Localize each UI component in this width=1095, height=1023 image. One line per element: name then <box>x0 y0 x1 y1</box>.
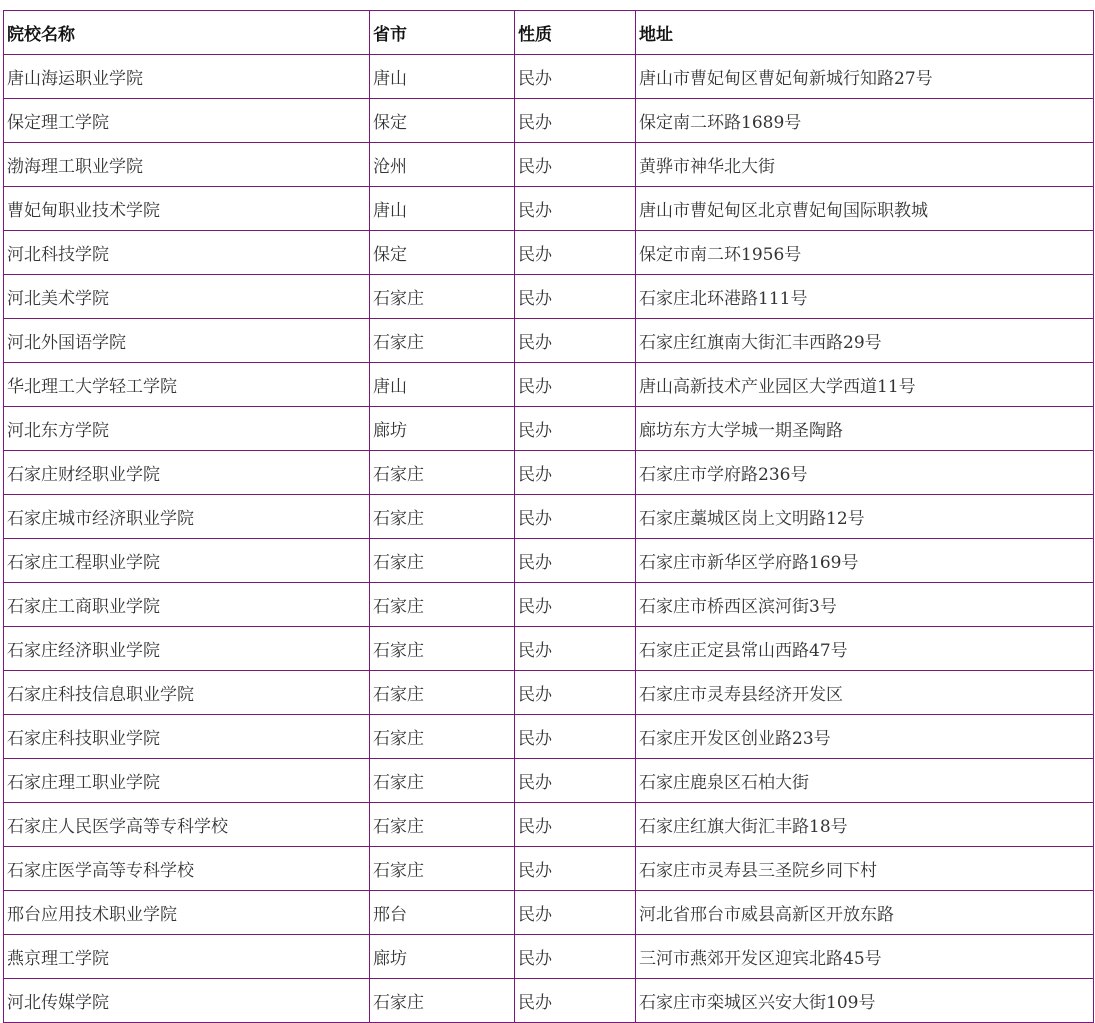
cell-type: 民办 <box>515 99 636 143</box>
cell-city: 唐山 <box>370 55 515 99</box>
cell-city: 保定 <box>370 99 515 143</box>
cell-type: 民办 <box>515 803 636 847</box>
cell-city: 唐山 <box>370 363 515 407</box>
cell-school-name: 曹妃甸职业技术学院 <box>4 187 370 231</box>
cell-address: 石家庄市灵寿县三圣院乡同下村 <box>636 847 1094 891</box>
cell-type: 民办 <box>515 495 636 539</box>
header-school-name: 院校名称 <box>4 11 370 55</box>
cell-school-name: 华北理工大学轻工学院 <box>4 363 370 407</box>
cell-address: 廊坊东方大学城一期圣陶路 <box>636 407 1094 451</box>
table-row <box>4 495 1094 539</box>
cell-address: 保定市南二环1956号 <box>636 231 1094 275</box>
cell-school-name: 石家庄工程职业学院 <box>4 539 370 583</box>
cell-city: 石家庄 <box>370 847 515 891</box>
cell-school-name: 保定理工学院 <box>4 99 370 143</box>
cell-school-name: 河北美术学院 <box>4 275 370 319</box>
cell-city: 石家庄 <box>370 671 515 715</box>
cell-address: 唐山市曹妃甸区曹妃甸新城行知路27号 <box>636 55 1094 99</box>
cell-school-name: 河北传媒学院 <box>4 979 370 1023</box>
cell-address: 保定南二环路1689号 <box>636 99 1094 143</box>
table-row <box>4 187 1094 231</box>
table-row <box>4 979 1094 1023</box>
cell-type: 民办 <box>515 187 636 231</box>
cell-city: 石家庄 <box>370 979 515 1023</box>
cell-address: 三河市燕郊开发区迎宾北路45号 <box>636 935 1094 979</box>
cell-type: 民办 <box>515 759 636 803</box>
cell-school-name: 石家庄经济职业学院 <box>4 627 370 671</box>
table-row <box>4 803 1094 847</box>
cell-city: 廊坊 <box>370 935 515 979</box>
cell-address: 石家庄正定县常山西路47号 <box>636 627 1094 671</box>
table-row <box>4 451 1094 495</box>
cell-type: 民办 <box>515 627 636 671</box>
cell-type: 民办 <box>515 847 636 891</box>
table-row <box>4 627 1094 671</box>
cell-address: 石家庄红旗大街汇丰路18号 <box>636 803 1094 847</box>
cell-school-name: 石家庄人民医学高等专科学校 <box>4 803 370 847</box>
cell-school-name: 石家庄科技职业学院 <box>4 715 370 759</box>
table-row <box>4 891 1094 935</box>
cell-school-name: 邢台应用技术职业学院 <box>4 891 370 935</box>
table-row <box>4 935 1094 979</box>
cell-type: 民办 <box>515 55 636 99</box>
table-row <box>4 715 1094 759</box>
cell-type: 民办 <box>515 231 636 275</box>
cell-address: 唐山市曹妃甸区北京曹妃甸国际职教城 <box>636 187 1094 231</box>
cell-type: 民办 <box>515 979 636 1023</box>
cell-address: 石家庄市灵寿县经济开发区 <box>636 671 1094 715</box>
cell-city: 邢台 <box>370 891 515 935</box>
cell-school-name: 石家庄医学高等专科学校 <box>4 847 370 891</box>
cell-city: 石家庄 <box>370 539 515 583</box>
table-row <box>4 143 1094 187</box>
cell-address: 石家庄北环港路111号 <box>636 275 1094 319</box>
cell-address: 石家庄开发区创业路23号 <box>636 715 1094 759</box>
cell-city: 石家庄 <box>370 803 515 847</box>
cell-city: 石家庄 <box>370 583 515 627</box>
cell-address: 唐山高新技术产业园区大学西道11号 <box>636 363 1094 407</box>
cell-type: 民办 <box>515 583 636 627</box>
cell-address: 河北省邢台市威县高新区开放东路 <box>636 891 1094 935</box>
table-row <box>4 583 1094 627</box>
cell-type: 民办 <box>515 407 636 451</box>
cell-address: 黄骅市神华北大街 <box>636 143 1094 187</box>
cell-school-name: 燕京理工学院 <box>4 935 370 979</box>
header-type: 性质 <box>515 11 636 55</box>
table-row <box>4 539 1094 583</box>
cell-city: 石家庄 <box>370 319 515 363</box>
cell-school-name: 渤海理工职业学院 <box>4 143 370 187</box>
cell-address: 石家庄市栾城区兴安大街109号 <box>636 979 1094 1023</box>
cell-city: 石家庄 <box>370 759 515 803</box>
cell-address: 石家庄藁城区岗上文明路12号 <box>636 495 1094 539</box>
table-row <box>4 231 1094 275</box>
schools-table <box>3 10 1094 1023</box>
cell-address: 石家庄市学府路236号 <box>636 451 1094 495</box>
cell-city: 沧州 <box>370 143 515 187</box>
cell-city: 石家庄 <box>370 495 515 539</box>
cell-city: 廊坊 <box>370 407 515 451</box>
table-row <box>4 99 1094 143</box>
cell-school-name: 石家庄城市经济职业学院 <box>4 495 370 539</box>
cell-type: 民办 <box>515 671 636 715</box>
cell-school-name: 河北外国语学院 <box>4 319 370 363</box>
table-row <box>4 319 1094 363</box>
table-body <box>4 55 1094 1023</box>
header-row <box>4 11 1094 55</box>
table-header <box>4 11 1094 55</box>
table-row <box>4 363 1094 407</box>
cell-school-name: 河北东方学院 <box>4 407 370 451</box>
cell-address: 石家庄市桥西区滨河街3号 <box>636 583 1094 627</box>
header-address: 地址 <box>636 11 1094 55</box>
cell-type: 民办 <box>515 143 636 187</box>
table-row <box>4 275 1094 319</box>
cell-city: 唐山 <box>370 187 515 231</box>
table-row <box>4 407 1094 451</box>
cell-address: 石家庄红旗南大街汇丰西路29号 <box>636 319 1094 363</box>
table-row <box>4 55 1094 99</box>
cell-type: 民办 <box>515 451 636 495</box>
cell-city: 石家庄 <box>370 715 515 759</box>
cell-type: 民办 <box>515 715 636 759</box>
cell-type: 民办 <box>515 319 636 363</box>
cell-city: 石家庄 <box>370 627 515 671</box>
cell-type: 民办 <box>515 539 636 583</box>
table-row <box>4 847 1094 891</box>
cell-type: 民办 <box>515 275 636 319</box>
cell-address: 石家庄市新华区学府路169号 <box>636 539 1094 583</box>
cell-type: 民办 <box>515 891 636 935</box>
cell-school-name: 石家庄科技信息职业学院 <box>4 671 370 715</box>
table-row <box>4 759 1094 803</box>
cell-city: 保定 <box>370 231 515 275</box>
cell-school-name: 河北科技学院 <box>4 231 370 275</box>
cell-address: 石家庄鹿泉区石柏大街 <box>636 759 1094 803</box>
table-row <box>4 671 1094 715</box>
cell-school-name: 石家庄理工职业学院 <box>4 759 370 803</box>
cell-school-name: 石家庄工商职业学院 <box>4 583 370 627</box>
cell-type: 民办 <box>515 935 636 979</box>
cell-type: 民办 <box>515 363 636 407</box>
cell-city: 石家庄 <box>370 275 515 319</box>
cell-city: 石家庄 <box>370 451 515 495</box>
cell-school-name: 唐山海运职业学院 <box>4 55 370 99</box>
header-city: 省市 <box>370 11 515 55</box>
cell-school-name: 石家庄财经职业学院 <box>4 451 370 495</box>
